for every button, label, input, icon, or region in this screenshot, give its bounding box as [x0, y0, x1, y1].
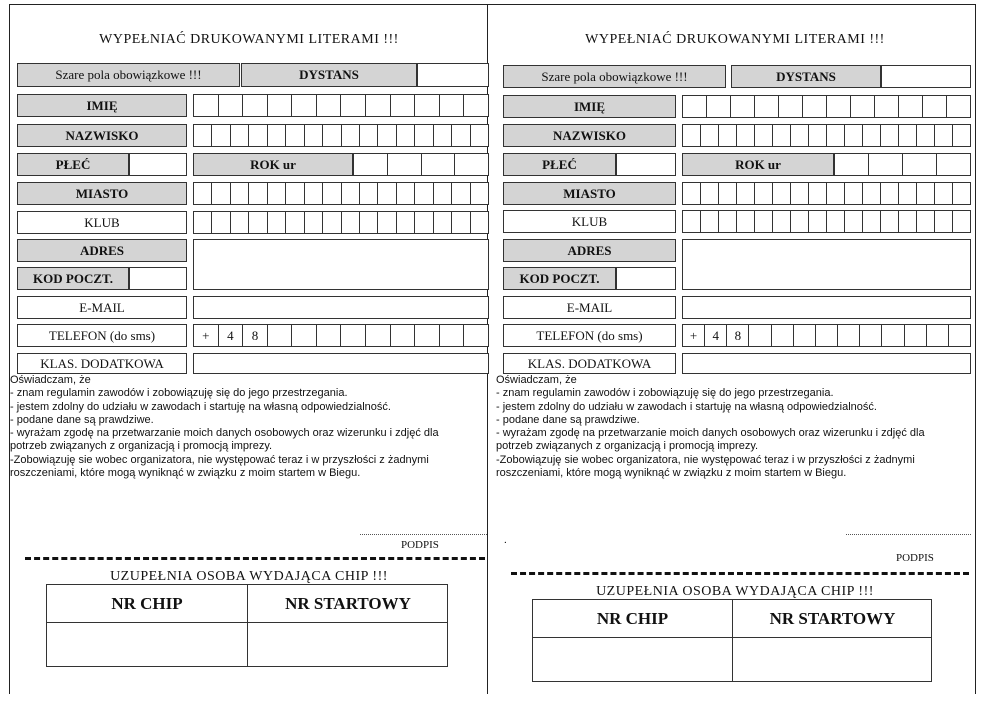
- chip-number-label: NR CHIP: [596, 608, 669, 628]
- address-input[interactable]: [682, 239, 971, 290]
- postcode-input[interactable]: [129, 267, 187, 290]
- extra-class-label: KLAS. DODATKOWA: [17, 353, 187, 374]
- address-label: ADRES: [17, 239, 187, 262]
- distance-input[interactable]: [417, 63, 489, 87]
- declaration-line: - podane dane są prawdziwe.: [496, 413, 640, 426]
- declaration-line: - wyrażam zgodę na przetwarzanie moich danych osobowych oraz wizerunku i zdjęć dla: [10, 427, 439, 440]
- extra-class-input[interactable]: [682, 353, 971, 374]
- first-name-label: IMIĘ: [503, 95, 676, 118]
- last-name-input[interactable]: [193, 124, 489, 147]
- declaration-line: -Zobowiązuję sie wobec organizatora, nie występować teraz i w przyszłości z żadnymi: [496, 453, 915, 466]
- signature-line[interactable]: [360, 534, 487, 535]
- postcode-input[interactable]: [616, 267, 676, 290]
- sex-label: PŁEĆ: [503, 153, 616, 176]
- declaration-line: roszczeniami, które mogą wyniknąć w związku z moim startem w Biegu.: [10, 467, 361, 480]
- declaration-line: roszczeniami, które mogą wyniknąć w związku z moim startem w Biegu.: [496, 467, 847, 480]
- form-heading: WYPEŁNIAĆ DRUKOWANYMI LITERAMI !!!: [99, 32, 399, 47]
- birth-year-input[interactable]: [834, 153, 971, 176]
- email-input[interactable]: [682, 296, 971, 319]
- chip-table: [46, 584, 448, 667]
- first-name-label: IMIĘ: [17, 94, 187, 117]
- cut-line: [511, 572, 969, 575]
- declaration-line: - jestem zdolny do udziału w zawodach i startuję na własną odpowiedzialność.: [10, 400, 391, 413]
- mandatory-fields-note: Szare pola obowiązkowe !!!: [17, 63, 240, 87]
- table-divider: [732, 600, 733, 681]
- phone-prefix-digit: 4: [704, 325, 726, 346]
- last-name-label: NAZWISKO: [17, 124, 187, 147]
- signature-label: PODPIS: [401, 539, 439, 551]
- declaration-line: Oświadczam, że: [496, 374, 577, 386]
- form-heading: WYPEŁNIAĆ DRUKOWANYMI LITERAMI !!!: [585, 32, 885, 47]
- table-divider: [247, 585, 248, 666]
- phone-prefix-plus: +: [689, 327, 698, 343]
- table-divider: [533, 637, 931, 638]
- extra-class-input[interactable]: [193, 353, 489, 374]
- start-number-label: NR STARTOWY: [285, 593, 411, 613]
- registration-form-left: [9, 4, 488, 694]
- declaration-line: - znam regulamin zawodów i zobowiązuję się do jego przestrzegania.: [496, 387, 834, 400]
- phone-prefix-digit: 4: [218, 325, 243, 346]
- phone-label: TELEFON (do sms): [503, 324, 676, 347]
- city-input[interactable]: [193, 182, 489, 205]
- declaration-line: potrzeb związanych z organizacją i promocją imprezy.: [496, 440, 759, 453]
- declaration-text: [496, 374, 970, 480]
- sex-input[interactable]: [616, 153, 676, 176]
- phone-prefix-digit: 8: [242, 325, 267, 346]
- postcode-label: KOD POCZT.: [503, 267, 616, 290]
- phone-prefix-plus: +: [202, 327, 210, 343]
- distance-label: DYSTANS: [241, 63, 417, 87]
- chip-table: [532, 599, 932, 682]
- table-divider: [47, 622, 447, 623]
- extra-class-label: KLAS. DODATKOWA: [503, 353, 676, 374]
- club-input[interactable]: [193, 211, 489, 234]
- declaration-text: [10, 374, 484, 480]
- city-input[interactable]: [682, 182, 971, 205]
- stray-dot: .: [504, 534, 507, 546]
- declaration-line: - znam regulamin zawodów i zobowiązuję się do jego przestrzegania.: [10, 387, 348, 400]
- birth-year-input[interactable]: [353, 153, 489, 176]
- first-name-input[interactable]: [682, 95, 971, 118]
- chip-section-title: UZUPEŁNIA OSOBA WYDAJĄCA CHIP !!!: [596, 584, 874, 599]
- phone-input[interactable]: [193, 324, 489, 347]
- right-border: [975, 4, 976, 694]
- sex-input[interactable]: [129, 153, 187, 176]
- registration-form-right: [496, 4, 974, 694]
- birth-year-label: ROK ur: [682, 153, 834, 176]
- phone-prefix-digit: 8: [726, 325, 748, 346]
- phone-input[interactable]: [682, 324, 971, 347]
- distance-label: DYSTANS: [731, 65, 881, 88]
- declaration-line: potrzeb związanych z organizacją i promocją imprezy.: [10, 440, 273, 453]
- chip-section-title: UZUPEŁNIA OSOBA WYDAJĄCA CHIP !!!: [110, 569, 388, 584]
- signature-line[interactable]: [846, 534, 971, 535]
- sex-label: PŁEĆ: [17, 153, 129, 176]
- address-label: ADRES: [503, 239, 676, 262]
- signature-label: PODPIS: [896, 552, 934, 564]
- email-label: E-MAIL: [17, 296, 187, 319]
- last-name-input[interactable]: [682, 124, 971, 147]
- city-label: MIASTO: [17, 182, 187, 205]
- last-name-label: NAZWISKO: [503, 124, 676, 147]
- declaration-line: - jestem zdolny do udziału w zawodach i startuję na własną odpowiedzialność.: [496, 400, 877, 413]
- cut-line: [25, 557, 485, 560]
- mandatory-fields-note: Szare pola obowiązkowe !!!: [503, 65, 726, 88]
- declaration-line: - wyrażam zgodę na przetwarzanie moich danych osobowych oraz wizerunku i zdjęć dla: [496, 427, 925, 440]
- address-input[interactable]: [193, 239, 489, 290]
- distance-input[interactable]: [881, 65, 971, 88]
- birth-year-label: ROK ur: [193, 153, 353, 176]
- email-label: E-MAIL: [503, 296, 676, 319]
- chip-number-label: NR CHIP: [111, 593, 183, 613]
- city-label: MIASTO: [503, 182, 676, 205]
- postcode-label: KOD POCZT.: [17, 267, 129, 290]
- start-number-label: NR STARTOWY: [769, 608, 896, 628]
- email-input[interactable]: [193, 296, 489, 319]
- phone-label: TELEFON (do sms): [17, 324, 187, 347]
- declaration-line: -Zobowiązuję sie wobec organizatora, nie występować teraz i w przyszłości z żadnymi: [10, 453, 429, 466]
- club-label: KLUB: [503, 210, 676, 233]
- declaration-line: - podane dane są prawdziwe.: [10, 413, 154, 426]
- first-name-input[interactable]: [193, 94, 489, 117]
- club-input[interactable]: [682, 210, 971, 233]
- club-label: KLUB: [17, 211, 187, 234]
- declaration-line: Oświadczam, że: [10, 374, 91, 386]
